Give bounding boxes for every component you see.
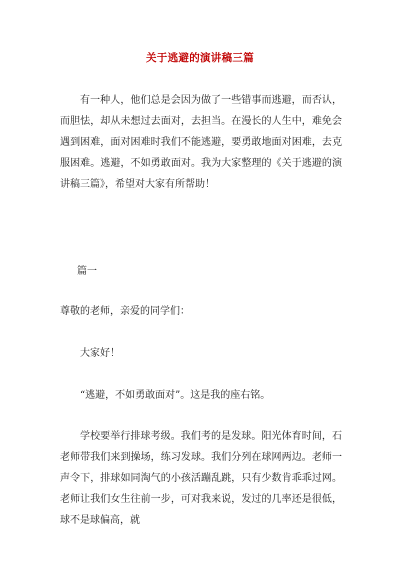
body-paragraph: 学校要举行排球考级。我们考的是发球。阳光体育时间，石老师带我们来到操场，练习发球。我们分列在球网两边。老师一声令下，排球如同淘气的小孩活蹦乱跳，只有少数肯乖乖过网。老师让我们女生往前一步，可对我来说，发过的几率还是很低，球不是球偏高，就: [60, 431, 342, 526]
motto-line: “逃避，不如勇敢面对”。这是我的座右铭。: [80, 390, 271, 401]
section-heading: 篇一: [77, 266, 97, 277]
intro-paragraph: 有一种人，他们总是会因为做了一些错事而逃避，而否认，而胆怯，却从未想过去面对，去担当。在漫长的人生中，难免会遇到困难，面对困难时我们不能逃避，要勇敢地面对困难，去克服困难。逃避，不如勇敢面对。我为大家整理的《关于逃避的演讲稿三篇》，希望对大家有所帮助！: [60, 95, 342, 190]
salutation: 尊敬的老师，亲爱的同学们：: [60, 306, 190, 317]
greeting: 大家好！: [80, 348, 120, 359]
document-title: 关于逃避的演讲稿三篇: [146, 52, 254, 64]
